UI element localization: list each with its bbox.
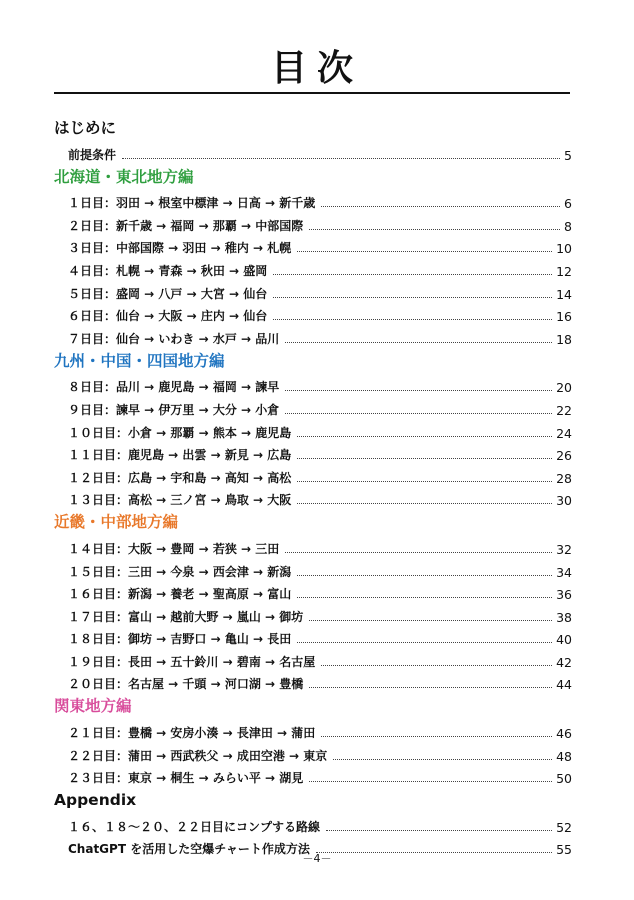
toc-entry[interactable] <box>54 256 572 279</box>
toc-entry[interactable] <box>54 625 572 648</box>
toc-entry-page: 28 <box>556 470 572 486</box>
toc-entry-label: 前提条件 <box>68 147 117 162</box>
toc-entry-label: １６、１８～２０、２２日目にコンプする路線 <box>68 819 321 834</box>
page-number: －4－ <box>302 852 332 865</box>
toc-entry-label: ２２日目：蒲田 → 西武秩父 → 成田空港 → 東京 <box>68 748 328 763</box>
toc-entry-label: １８日目：御坊 → 吉野口 → 亀山 → 長田 <box>68 632 292 647</box>
toc-entry-label: １６日目：新潟 → 養老 → 聖高原 → 富山 <box>68 587 292 602</box>
toc-entry[interactable] <box>54 418 572 441</box>
toc-entry[interactable] <box>54 670 572 693</box>
table-of-contents <box>54 116 572 857</box>
toc-entry[interactable] <box>54 602 572 625</box>
title-rule <box>54 92 570 94</box>
toc-entry-page: 16 <box>556 309 572 325</box>
toc-entry-label: １３日目：高松 → 三ノ宮 → 鳥取 → 大阪 <box>68 493 292 508</box>
toc-entry[interactable] <box>54 441 572 464</box>
page-title: 目次 <box>270 48 363 89</box>
dot-leader <box>297 457 552 459</box>
dot-leader <box>297 596 552 598</box>
toc-entry-page: 22 <box>556 402 572 418</box>
dot-leader <box>326 829 552 831</box>
toc-entry-page: 55 <box>556 842 572 858</box>
toc-entry-page: 12 <box>556 263 572 279</box>
section-heading: 北海道・東北地方編 <box>54 167 194 186</box>
toc-entry[interactable] <box>54 718 572 741</box>
toc-entry-page: 14 <box>556 286 572 302</box>
dot-leader <box>297 250 552 252</box>
toc-entry-label: １７日目：富山 → 越前大野 → 嵐山 → 御坊 <box>68 609 304 624</box>
toc-entry[interactable] <box>54 463 572 486</box>
toc-entry-label: １０日目：小倉 → 那覇 → 熊本 → 鹿児島 <box>68 425 292 440</box>
dot-leader <box>309 686 552 688</box>
section-heading: 九州・中国・四国地方編 <box>54 351 225 370</box>
toc-entry-page: 8 <box>564 218 572 234</box>
toc-entry-label: ２１日目：豊橋 → 安房小湊 → 長津田 → 蒲田 <box>68 726 316 741</box>
toc-entry[interactable] <box>54 279 572 302</box>
toc-entry-label: ９日目：諫早 → 伊万里 → 大分 → 小倉 <box>68 402 280 417</box>
toc-entry-page: 5 <box>564 147 572 163</box>
dot-leader <box>309 780 552 782</box>
toc-entry-label: ２３日目：東京 → 桐生 → みらい平 → 湖見 <box>68 771 304 786</box>
dot-leader <box>321 735 552 737</box>
dot-leader <box>309 228 560 230</box>
toc-entry-page: 24 <box>556 425 572 441</box>
toc-entry-label: ChatGPT を活用した空爆チャート作成方法 <box>68 842 310 857</box>
toc-entry-page: 20 <box>556 380 572 396</box>
toc-entry-page: 44 <box>556 677 572 693</box>
toc-entry-label: ４日目：札幌 → 青森 → 秋田 → 盛岡 <box>68 263 268 278</box>
toc-entry-label: ５日目：盛岡 → 八戸 → 大宮 → 仙台 <box>68 286 268 301</box>
dot-leader <box>297 480 552 482</box>
toc-entry-page: 42 <box>556 654 572 670</box>
section-heading: はじめに <box>54 119 117 137</box>
toc-entry-page: 18 <box>556 331 572 347</box>
toc-entry-label: １１日目：鹿児島 → 出雲 → 新見 → 広島 <box>68 448 292 463</box>
dot-leader <box>297 574 552 576</box>
toc-entry[interactable] <box>54 486 572 509</box>
toc-entry-label: １９日目：長田 → 五十鈴川 → 碧南 → 名古屋 <box>68 654 316 669</box>
dot-leader <box>321 664 552 666</box>
toc-entry-label: ２日目：新千歳 → 福岡 → 那覇 → 中部国際 <box>68 218 304 233</box>
toc-entry[interactable] <box>54 741 572 764</box>
toc-entry[interactable] <box>54 302 572 325</box>
toc-entry[interactable] <box>54 324 572 347</box>
toc-entry[interactable] <box>54 557 572 580</box>
toc-entry[interactable] <box>54 812 572 835</box>
toc-entry-label: ３日目：中部国際 → 羽田 → 稚内 → 札幌 <box>68 241 292 256</box>
toc-entry-page: 32 <box>556 541 572 557</box>
toc-entry-page: 50 <box>556 771 572 787</box>
dot-leader <box>309 619 552 621</box>
toc-entry-label: ７日目：仙台 → いわき → 水戸 → 品川 <box>68 331 280 346</box>
toc-entry[interactable] <box>54 580 572 603</box>
toc-entry[interactable] <box>54 764 572 787</box>
toc-entry[interactable] <box>54 534 572 557</box>
toc-entry[interactable] <box>54 211 572 234</box>
toc-entry-page: 52 <box>556 819 572 835</box>
toc-entry[interactable] <box>54 234 572 257</box>
toc-entry-label: １４日目：大阪 → 豊岡 → 若狭 → 三田 <box>68 541 280 556</box>
dot-leader <box>273 296 552 298</box>
section-heading: 関東地方編 <box>54 697 132 716</box>
dot-leader <box>285 389 552 391</box>
toc-entry[interactable] <box>54 140 572 163</box>
dot-leader <box>297 502 552 504</box>
dot-leader <box>285 341 552 343</box>
toc-entry-page: 48 <box>556 748 572 764</box>
toc-entry-label: １５日目：三田 → 今泉 → 西会津 → 新潟 <box>68 564 292 579</box>
toc-entry-page: 30 <box>556 493 572 509</box>
toc-entry-page: 10 <box>556 241 572 257</box>
toc-entry[interactable] <box>54 373 572 396</box>
dot-leader <box>333 758 552 760</box>
toc-entry-page: 36 <box>556 587 572 603</box>
dot-leader <box>321 205 560 207</box>
toc-entry-label: ６日目：仙台 → 大阪 → 庄内 → 仙台 <box>68 309 268 324</box>
toc-entry[interactable] <box>54 647 572 670</box>
toc-entry-label: ８日目：品川 → 鹿児島 → 福岡 → 諫早 <box>68 380 280 395</box>
dot-leader <box>285 551 552 553</box>
toc-entry-label: ２０日目：名古屋 → 千頭 → 河口湖 → 豊橋 <box>68 677 304 692</box>
toc-entry[interactable] <box>54 189 572 212</box>
dot-leader <box>297 435 552 437</box>
toc-entry-page: 40 <box>556 632 572 648</box>
toc-entry-page: 46 <box>556 726 572 742</box>
toc-entry-label: １日目：羽田 → 根室中標津 → 日高 → 新千歳 <box>68 196 316 211</box>
dot-leader <box>285 412 552 414</box>
toc-entry-label: １２日目：広島 → 宇和島 → 高知 → 高松 <box>68 470 292 485</box>
toc-entry-page: 38 <box>556 609 572 625</box>
dot-leader <box>273 318 552 320</box>
dot-leader <box>297 641 552 643</box>
toc-entry[interactable] <box>54 395 572 418</box>
toc-entry-page: 26 <box>556 448 572 464</box>
section-heading: 近畿・中部地方編 <box>54 513 179 532</box>
dot-leader <box>273 273 552 275</box>
toc-entry-page: 6 <box>564 196 572 212</box>
toc-entry-page: 34 <box>556 564 572 580</box>
dot-leader <box>122 157 560 159</box>
section-heading: Appendix <box>54 791 137 810</box>
